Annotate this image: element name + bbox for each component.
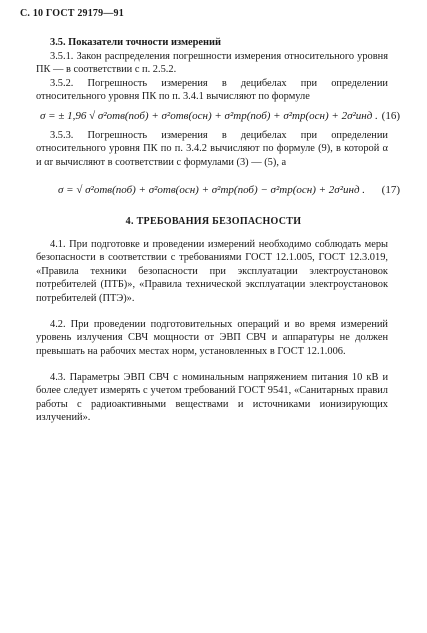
formula-16-expression: σ = ± 1,96 √ σ²отв(поб) + σ²отв(осн) + σ²тр(поб) + σ²тр(осн) + 2σ²инд . — [40, 110, 378, 122]
section-4-title: 4. ТРЕБОВАНИЯ БЕЗОПАСНОСТИ — [125, 216, 302, 227]
section-3-5-title: 3.5. Показатели точности измерений — [50, 37, 222, 48]
paragraph-3-5-3: 3.5.3. Погрешность измерения в децибелах при определении относительного уровня ПК по п. 3.4.2 вычисляют по формуле (9), в которой α и αr вычисляют в соответствии с формулами (3) — (5), а — [36, 130, 388, 168]
paragraph-4-1: 4.1. При подготовке и проведении измерений необходимо соблюдать меры безопасности в соответствии с требованиями ГОСТ 12.1.005, ГОСТ 12.3.019, «Правила техники безопасности при эксплуатации электроустановок потребителей (ПТБ)», «Правила технической эксплуатации электроустановок потребителей (ПТЭ)». — [36, 239, 388, 304]
paragraph-3-5-2: 3.5.2. Погрешность измерения в децибелах при определении относительного уровня ПК по п. 3.4.1 вычисляют по формуле — [36, 78, 388, 103]
page-header: С. 10 ГОСТ 29179—91 — [20, 8, 124, 19]
paragraph-3-5-1: 3.5.1. Закон распределения погрешности измерения относительного уровня ПК — в соответствии с п. 2.5.2. — [36, 51, 388, 76]
paragraph-4-2: 4.2. При проведении подготовительных операций и во время измерений уровень излучения СВЧ мощности от ЭВП СВЧ и аппаратуры не должен превышать на рабочих местах норм, установленных в ГОСТ 12.1.006. — [36, 319, 388, 357]
formula-16 — [40, 106, 400, 128]
formula-17-expression: σ = √ σ²отв(поб) + σ²отв(осн) + σ²тр(поб) − σ²тр(осн) + 2σ²инд . — [58, 184, 366, 196]
paragraph-4-3: 4.3. Параметры ЭВП СВЧ с номинальным напряжением питания 10 кВ и более следует измерять с учетом требований ГОСТ 9541, «Санитарных правил работы с радиоактивными веществами и источниками ионизирующих излучений». — [36, 372, 388, 424]
formula-17 — [40, 180, 400, 202]
formula-17-number: (17) — [381, 184, 400, 196]
formula-16-number: (16) — [381, 110, 400, 122]
